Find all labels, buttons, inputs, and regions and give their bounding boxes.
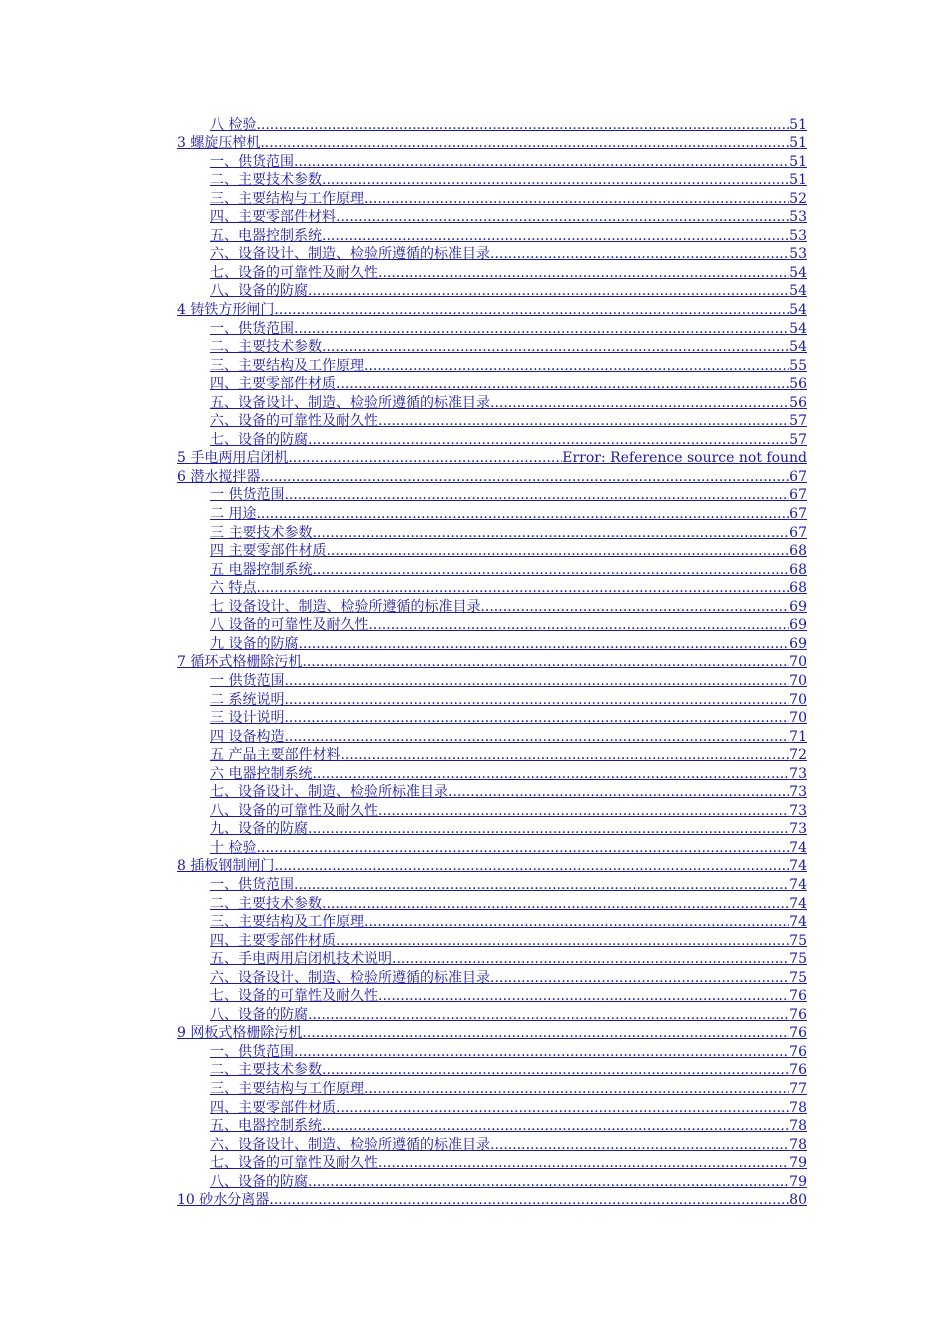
- toc-page-number: 51: [789, 116, 807, 133]
- toc-entry-label: 六、设备设计、制造、检验所遵循的标准目录: [210, 246, 490, 263]
- toc-entry-label: 十 检验: [210, 839, 257, 856]
- toc-page-number: 52: [789, 190, 807, 207]
- toc-section-link[interactable]: [177, 968, 807, 987]
- toc-dot-leader: [490, 1136, 789, 1154]
- toc-dot-leader: [322, 171, 789, 189]
- toc-page-number: 54: [789, 320, 807, 337]
- toc-section-link[interactable]: [177, 338, 807, 357]
- toc-section-link[interactable]: [177, 208, 807, 227]
- toc-dot-leader: [378, 987, 789, 1005]
- toc-dot-leader: [302, 653, 789, 671]
- toc-dot-leader: [322, 1061, 789, 1079]
- toc-dot-leader: [260, 134, 789, 152]
- toc-entry-label: 八 检验: [210, 116, 257, 133]
- toc-page-number: 67: [789, 506, 807, 523]
- toc-entry-label: 一、供货范围: [210, 1043, 294, 1060]
- toc-dot-leader: [308, 282, 789, 300]
- toc-section-link[interactable]: [177, 1117, 807, 1136]
- toc-entry-label: 8 插板钢制闸门: [177, 858, 275, 875]
- toc-dot-leader: [392, 950, 789, 968]
- toc-entry-label: 四、主要零部件材料: [210, 209, 336, 226]
- toc-section-link[interactable]: [177, 430, 807, 449]
- toc-dot-leader: [302, 1024, 789, 1042]
- toc-entry-label: 四 主要零部件材质: [210, 543, 327, 560]
- toc-dot-leader: [256, 505, 789, 523]
- toc-entry-label: 五、手电两用启闭机技术说明: [210, 951, 392, 968]
- toc-section-link[interactable]: [177, 282, 807, 301]
- toc-dot-leader: [308, 431, 789, 449]
- toc-page-number: Error: Reference source not found: [562, 450, 807, 467]
- toc-chapter-link[interactable]: [177, 1024, 807, 1043]
- toc-page-number: 70: [789, 672, 807, 689]
- toc-entry-label: 六 电器控制系统: [210, 765, 313, 782]
- toc-section-link[interactable]: [177, 579, 807, 598]
- toc-page-number: 54: [789, 302, 807, 319]
- toc-dot-leader: [364, 357, 789, 375]
- toc-section-link[interactable]: [177, 356, 807, 375]
- toc-dot-leader: [378, 1154, 789, 1172]
- toc-entry-label: 三、主要结构及工作原理: [210, 914, 364, 931]
- toc-page-number: 73: [789, 821, 807, 838]
- toc-dot-leader: [322, 895, 789, 913]
- toc-entry-label: 6 潜水搅拌器: [177, 468, 261, 485]
- table-of-contents: [177, 115, 807, 1209]
- toc-dot-leader: [490, 245, 789, 263]
- toc-dot-leader: [308, 1006, 789, 1024]
- toc-entry-label: 一、供货范围: [210, 153, 294, 170]
- toc-chapter-link[interactable]: [177, 134, 807, 153]
- toc-section-link[interactable]: [177, 931, 807, 950]
- toc-page-number: 51: [789, 135, 807, 152]
- toc-dot-leader: [256, 116, 789, 134]
- toc-entry-label: 一 供货范围: [210, 672, 285, 689]
- toc-entry-label: 六、设备设计、制造、检验所遵循的标准目录: [210, 1136, 490, 1153]
- toc-dot-leader: [269, 1191, 789, 1209]
- toc-entry-label: 五 电器控制系统: [210, 561, 313, 578]
- toc-section-link[interactable]: [177, 709, 807, 728]
- toc-entry-label: 5 手电两用启闭机: [177, 450, 289, 467]
- toc-entry-label: 三 主要技术参数: [210, 524, 313, 541]
- toc-dot-leader: [378, 802, 789, 820]
- toc-dot-leader: [284, 728, 789, 746]
- toc-section-link[interactable]: [177, 671, 807, 690]
- toc-dot-leader: [294, 320, 789, 338]
- toc-page-number: 55: [789, 357, 807, 374]
- toc-dot-leader: [284, 691, 789, 709]
- toc-entry-label: 9 网板式格栅除污机: [177, 1025, 303, 1042]
- toc-section-link[interactable]: [177, 375, 807, 394]
- toc-page-number: 56: [789, 376, 807, 393]
- toc-section-link[interactable]: [177, 634, 807, 653]
- toc-entry-label: 三、主要结构与工作原理: [210, 190, 364, 207]
- toc-section-link[interactable]: [177, 1098, 807, 1117]
- toc-chapter-link[interactable]: [177, 857, 807, 876]
- toc-page-number: 74: [789, 895, 807, 912]
- toc-page-number: 51: [789, 153, 807, 170]
- toc-section-link[interactable]: [177, 393, 807, 412]
- toc-section-link[interactable]: [177, 950, 807, 969]
- toc-chapter-link[interactable]: [177, 1191, 807, 1210]
- toc-dot-leader: [294, 1043, 789, 1061]
- toc-entry-label: 八、设备的防腐: [210, 1006, 308, 1023]
- toc-page-number: 75: [789, 932, 807, 949]
- toc-entry-label: 三、主要结构与工作原理: [210, 1080, 364, 1097]
- toc-section-link[interactable]: [177, 486, 807, 505]
- toc-entry-label: 五 产品主要部件材料: [210, 747, 341, 764]
- toc-section-link[interactable]: [177, 913, 807, 932]
- toc-dot-leader: [364, 190, 789, 208]
- toc-page-number: 76: [789, 1006, 807, 1023]
- toc-section-link[interactable]: [177, 263, 807, 282]
- toc-page-number: 69: [789, 598, 807, 615]
- toc-page-number: 80: [789, 1192, 807, 1209]
- toc-dot-leader: [378, 412, 789, 430]
- toc-section-link[interactable]: [177, 616, 807, 635]
- toc-page-number: 69: [789, 635, 807, 652]
- toc-dot-leader: [364, 1080, 789, 1098]
- toc-section-link[interactable]: [177, 523, 807, 542]
- toc-dot-leader: [336, 932, 789, 950]
- toc-page-number: 67: [789, 487, 807, 504]
- toc-page-number: 78: [789, 1118, 807, 1135]
- toc-page-number: 68: [789, 580, 807, 597]
- toc-entry-label: 七、设备的防腐: [210, 431, 308, 448]
- toc-entry-label: 九 设备的防腐: [210, 635, 299, 652]
- toc-section-link[interactable]: [177, 412, 807, 431]
- toc-entry-label: 七、设备的可靠性及耐久性: [210, 264, 378, 281]
- toc-page-number: 70: [789, 710, 807, 727]
- toc-section-link[interactable]: [177, 189, 807, 208]
- toc-page-number: 75: [789, 969, 807, 986]
- toc-dot-leader: [284, 672, 789, 690]
- toc-dot-leader: [322, 338, 789, 356]
- toc-entry-label: 四 设备构造: [210, 728, 285, 745]
- toc-page-number: 73: [789, 802, 807, 819]
- toc-page-number: 76: [789, 1062, 807, 1079]
- toc-entry-label: 二、主要技术参数: [210, 895, 322, 912]
- toc-dot-leader: [298, 635, 789, 653]
- toc-dot-leader: [312, 524, 789, 542]
- toc-page-number: 67: [789, 524, 807, 541]
- toc-entry-label: 八 设备的可靠性及耐久性: [210, 617, 369, 634]
- toc-page-number: 73: [789, 784, 807, 801]
- toc-chapter-link[interactable]: [177, 300, 807, 319]
- toc-dot-leader: [260, 468, 789, 486]
- toc-dot-leader: [490, 969, 789, 987]
- toc-chapter-link[interactable]: [177, 449, 807, 468]
- toc-page-number: 68: [789, 561, 807, 578]
- toc-entry-label: 三 设计说明: [210, 710, 285, 727]
- toc-chapter-link[interactable]: [177, 653, 807, 672]
- toc-entry-label: 二、主要技术参数: [210, 172, 322, 189]
- toc-page-number: 70: [789, 691, 807, 708]
- toc-entry-label: 八、设备的防腐: [210, 283, 308, 300]
- toc-section-link[interactable]: [177, 152, 807, 171]
- toc-page-number: 77: [789, 1080, 807, 1097]
- toc-entry-label: 五、电器控制系统: [210, 1118, 322, 1135]
- toc-page-number: 54: [789, 264, 807, 281]
- toc-chapter-link[interactable]: [177, 467, 807, 486]
- toc-entry-label: 一、供货范围: [210, 320, 294, 337]
- toc-entry-label: 六 特点: [210, 580, 257, 597]
- toc-section-link[interactable]: [177, 727, 807, 746]
- toc-entry-label: 二、主要技术参数: [210, 339, 322, 356]
- toc-dot-leader: [284, 486, 789, 504]
- toc-dot-leader: [336, 375, 789, 393]
- toc-page-number: 78: [789, 1099, 807, 1116]
- toc-page-number: 78: [789, 1136, 807, 1153]
- toc-dot-leader: [490, 394, 789, 412]
- toc-page-number: 71: [789, 728, 807, 745]
- toc-dot-leader: [336, 208, 789, 226]
- toc-page-number: 54: [789, 283, 807, 300]
- toc-page-number: 54: [789, 339, 807, 356]
- toc-entry-label: 七、设备的可靠性及耐久性: [210, 1155, 378, 1172]
- toc-section-link[interactable]: [177, 894, 807, 913]
- toc-entry-label: 九、设备的防腐: [210, 821, 308, 838]
- toc-entry-label: 7 循环式格栅除污机: [177, 654, 303, 671]
- toc-entry-label: 八、设备的可靠性及耐久性: [210, 802, 378, 819]
- toc-dot-leader: [294, 876, 789, 894]
- toc-dot-leader: [336, 1099, 789, 1117]
- toc-page-number: 79: [789, 1155, 807, 1172]
- toc-dot-leader: [308, 1173, 789, 1191]
- toc-section-link[interactable]: [177, 838, 807, 857]
- toc-dot-leader: [378, 264, 789, 282]
- toc-dot-leader: [340, 746, 789, 764]
- toc-page-number: 74: [789, 876, 807, 893]
- toc-section-link[interactable]: [177, 597, 807, 616]
- toc-dot-leader: [256, 839, 789, 857]
- toc-dot-leader: [312, 765, 789, 783]
- toc-section-link[interactable]: [177, 820, 807, 839]
- toc-page-number: 56: [789, 394, 807, 411]
- toc-entry-label: 二 系统说明: [210, 691, 285, 708]
- toc-section-link[interactable]: [177, 690, 807, 709]
- toc-page-number: 76: [789, 1025, 807, 1042]
- toc-section-link[interactable]: [177, 1042, 807, 1061]
- toc-dot-leader: [364, 913, 789, 931]
- toc-entry-label: 七、设备的可靠性及耐久性: [210, 988, 378, 1005]
- toc-dot-leader: [312, 561, 789, 579]
- toc-page-number: 68: [789, 543, 807, 560]
- toc-section-link[interactable]: [177, 319, 807, 338]
- toc-entry-label: 4 铸铁方形闸门: [177, 302, 275, 319]
- toc-entry-label: 10 砂水分离器: [177, 1192, 270, 1209]
- toc-section-link[interactable]: [177, 801, 807, 820]
- toc-dot-leader: [322, 1117, 789, 1135]
- toc-page-number: 57: [789, 431, 807, 448]
- toc-entry-label: 一 供货范围: [210, 487, 285, 504]
- toc-page-number: 53: [789, 227, 807, 244]
- toc-dot-leader: [274, 301, 789, 319]
- toc-section-link[interactable]: [177, 1005, 807, 1024]
- toc-page-number: 76: [789, 988, 807, 1005]
- toc-page-number: 69: [789, 617, 807, 634]
- toc-section-link[interactable]: [177, 1079, 807, 1098]
- toc-entry-label: 3 螺旋压榨机: [177, 135, 261, 152]
- toc-dot-leader: [368, 616, 789, 634]
- toc-page-number: 53: [789, 209, 807, 226]
- toc-page-number: 72: [789, 747, 807, 764]
- toc-dot-leader: [274, 857, 789, 875]
- toc-page-number: 53: [789, 246, 807, 263]
- toc-dot-leader: [256, 579, 789, 597]
- toc-entry-label: 二、主要技术参数: [210, 1062, 322, 1079]
- toc-entry-label: 五、电器控制系统: [210, 227, 322, 244]
- toc-page-number: 67: [789, 468, 807, 485]
- toc-dot-leader: [308, 820, 789, 838]
- toc-dot-leader: [326, 542, 789, 560]
- toc-dot-leader: [448, 783, 789, 801]
- toc-section-link[interactable]: [177, 764, 807, 783]
- toc-entry-label: 五、设备设计、制造、检验所遵循的标准目录: [210, 394, 490, 411]
- toc-entry-label: 三、主要结构及工作原理: [210, 357, 364, 374]
- toc-dot-leader: [288, 449, 562, 467]
- toc-entry-label: 七 设备设计、制造、检验所遵循的标准目录: [210, 598, 481, 615]
- toc-section-link[interactable]: [177, 746, 807, 765]
- toc-dot-leader: [284, 709, 789, 727]
- toc-section-link[interactable]: [177, 783, 807, 802]
- toc-page-number: 57: [789, 413, 807, 430]
- toc-entry-label: 六、设备的可靠性及耐久性: [210, 413, 378, 430]
- toc-entry-label: 七、设备设计、制造、检验所标准目录: [210, 784, 448, 801]
- toc-page-number: 76: [789, 1043, 807, 1060]
- toc-section-link[interactable]: [177, 1154, 807, 1173]
- toc-section-link[interactable]: [177, 987, 807, 1006]
- toc-section-link[interactable]: [177, 560, 807, 579]
- toc-section-link[interactable]: [177, 171, 807, 190]
- toc-entry-label: 二 用途: [210, 506, 257, 523]
- toc-page-number: 70: [789, 654, 807, 671]
- toc-page-number: 74: [789, 914, 807, 931]
- toc-dot-leader: [294, 153, 789, 171]
- toc-section-link[interactable]: [177, 1061, 807, 1080]
- toc-entry-label: 四、主要零部件材质: [210, 1099, 336, 1116]
- toc-section-link[interactable]: [177, 245, 807, 264]
- toc-section-link[interactable]: [177, 1172, 807, 1191]
- toc-entry-label: 一、供货范围: [210, 876, 294, 893]
- toc-page-number: 73: [789, 765, 807, 782]
- toc-section-link[interactable]: [177, 226, 807, 245]
- toc-section-link[interactable]: [177, 1135, 807, 1154]
- toc-dot-leader: [480, 598, 789, 616]
- toc-section-link[interactable]: [177, 542, 807, 561]
- toc-section-link[interactable]: [177, 115, 807, 134]
- toc-entry-label: 四、主要零部件材质: [210, 376, 336, 393]
- toc-section-link[interactable]: [177, 504, 807, 523]
- toc-entry-label: 八、设备的防腐: [210, 1173, 308, 1190]
- toc-page-number: 79: [789, 1173, 807, 1190]
- toc-page-number: 74: [789, 839, 807, 856]
- toc-entry-label: 四、主要零部件材质: [210, 932, 336, 949]
- toc-section-link[interactable]: [177, 875, 807, 894]
- toc-entry-label: 六、设备设计、制造、检验所遵循的标准目录: [210, 969, 490, 986]
- toc-dot-leader: [322, 227, 789, 245]
- toc-page-number: 75: [789, 951, 807, 968]
- toc-page-number: 74: [789, 858, 807, 875]
- toc-page-number: 51: [789, 172, 807, 189]
